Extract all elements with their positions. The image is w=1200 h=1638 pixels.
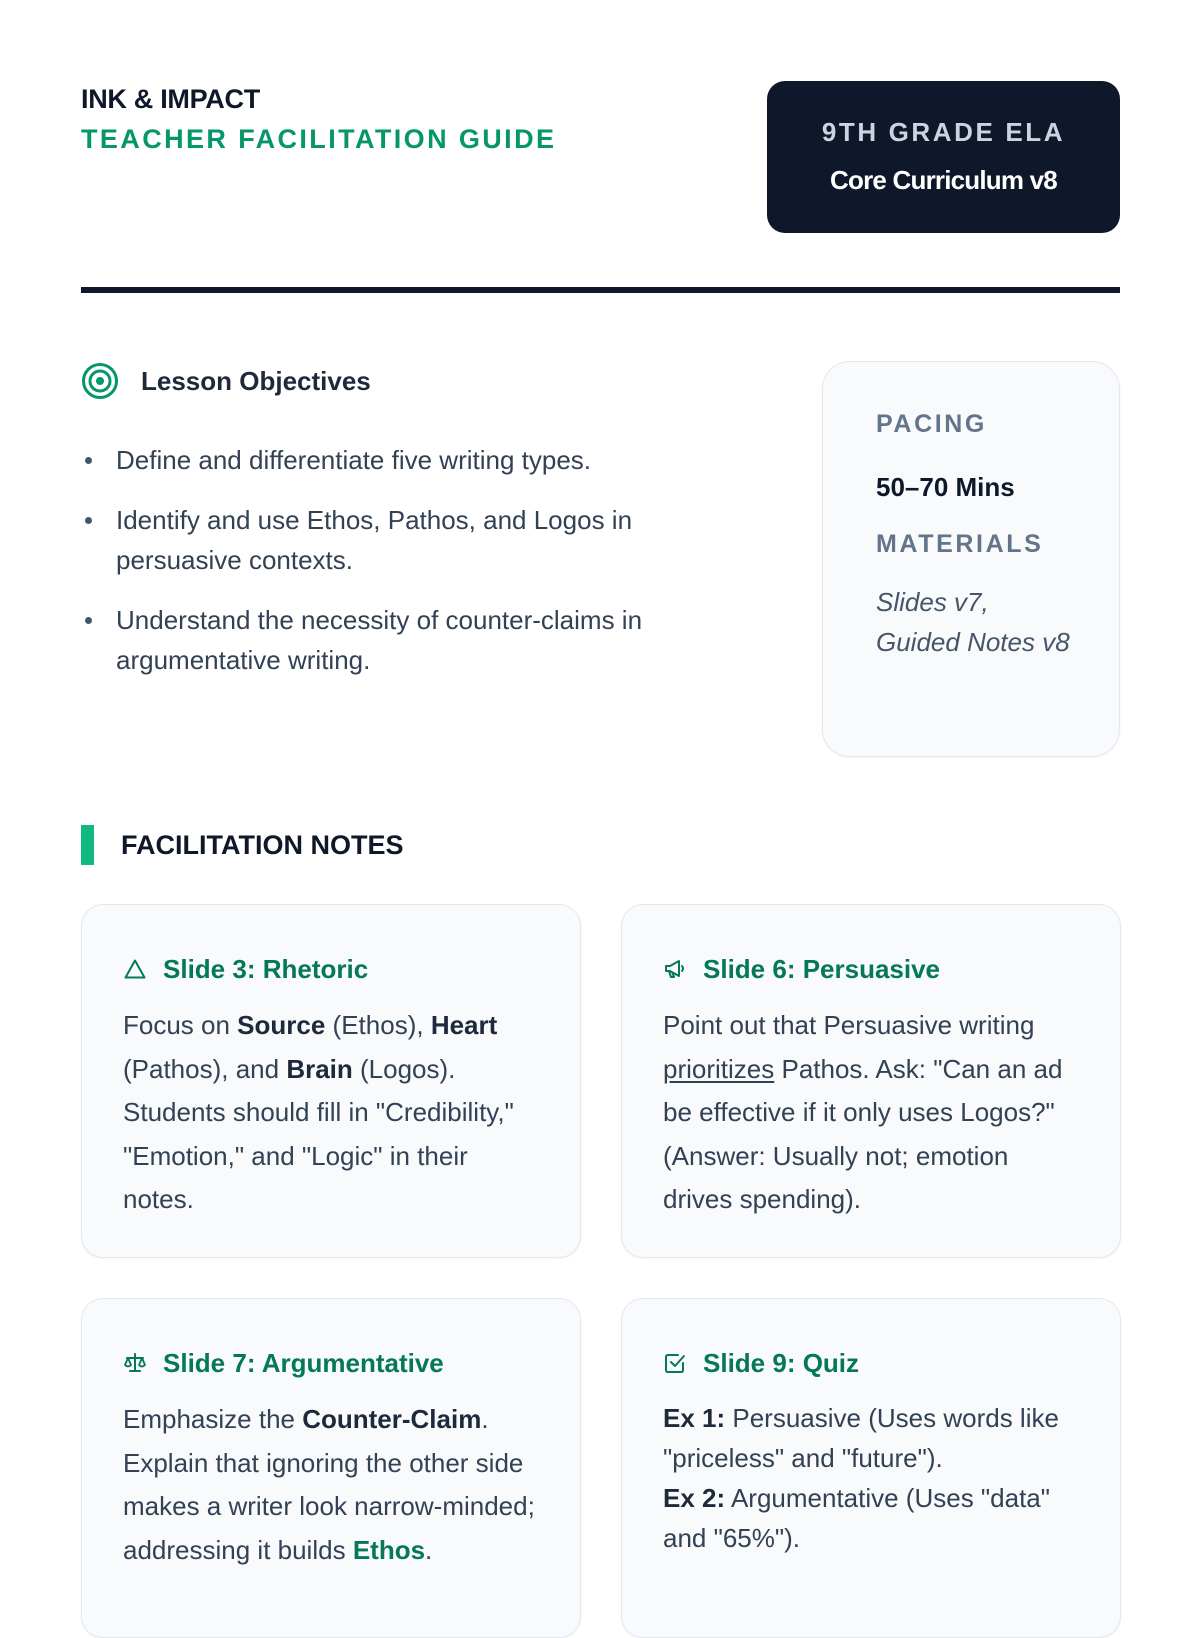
objective-item: Understand the necessity of counter-claims in argumentative writing. xyxy=(81,600,741,680)
note-card-quiz xyxy=(621,1298,1121,1638)
card-body xyxy=(663,1004,1083,1222)
objectives-heading xyxy=(81,362,741,400)
objectives-title: Lesson Objectives xyxy=(141,365,371,396)
note-emphasis: Counter-Claim xyxy=(302,1404,482,1434)
card-body xyxy=(123,1398,543,1572)
card-title: Slide 6: Persuasive xyxy=(703,953,941,984)
materials-value: Slides v7, Guided Notes v8 xyxy=(876,587,1070,657)
card-heading xyxy=(123,953,368,985)
grade-badge xyxy=(767,81,1120,233)
objective-item: Define and differentiate five writing types. xyxy=(81,440,741,480)
checkbox-icon xyxy=(663,1351,687,1375)
card-title: Slide 9: Quiz xyxy=(703,1347,860,1378)
answer-label: Ex 1: xyxy=(663,1403,726,1433)
section-accent-bar xyxy=(81,825,94,865)
facilitation-notes-heading xyxy=(81,825,404,865)
note-text: (Logos). Students should fill in "Credibility," "Emotion," and "Logic" in their notes. xyxy=(123,1053,514,1214)
pacing-card xyxy=(822,361,1120,757)
answer-label: Ex 2: xyxy=(663,1483,726,1513)
note-text: . xyxy=(425,1534,433,1565)
scale-icon xyxy=(123,1351,147,1375)
note-emphasis: Source xyxy=(237,1010,326,1040)
pacing-label: PACING xyxy=(876,410,987,438)
triangle-icon xyxy=(123,957,147,981)
lesson-objectives xyxy=(81,362,741,675)
note-text: . Explain that ignoring the other side makes a writer look narrow-minded; addressing it builds xyxy=(123,1404,535,1565)
quiz-answer-2 xyxy=(663,1478,1083,1558)
note-text: Emphasize the xyxy=(123,1404,303,1434)
note-text: Focus on xyxy=(123,1010,238,1040)
card-title: Slide 3: Rhetoric xyxy=(163,953,369,984)
note-card-persuasive xyxy=(621,904,1121,1258)
header-divider xyxy=(81,287,1120,293)
brand-name: INK & IMPACT xyxy=(81,84,260,114)
card-title: Slide 7: Argumentative xyxy=(163,1347,444,1378)
target-icon xyxy=(81,362,119,400)
note-emphasis: Ethos xyxy=(352,1534,426,1565)
answer-text: Persuasive (Uses words like "priceless" and "future"). xyxy=(663,1403,1059,1473)
megaphone-icon xyxy=(663,957,687,981)
card-body xyxy=(663,1398,1083,1558)
note-card-argumentative xyxy=(81,1298,581,1638)
note-emphasis: Heart xyxy=(430,1010,498,1040)
card-heading xyxy=(663,953,940,985)
note-underline: prioritizes xyxy=(663,1053,775,1084)
materials-label: MATERIALS xyxy=(876,530,1044,558)
note-text: Point out that Persuasive writing xyxy=(663,1010,1035,1040)
note-emphasis: Brain xyxy=(286,1053,353,1084)
page-header xyxy=(81,0,1120,294)
pacing-value: 50–70 Mins xyxy=(876,472,1015,502)
objectives-list xyxy=(81,440,741,700)
note-text: (Pathos), and xyxy=(123,1053,287,1084)
note-text: (Ethos), xyxy=(325,1010,431,1040)
objective-item: Identify and use Ethos, Pathos, and Logos in persuasive contexts. xyxy=(81,500,741,580)
note-card-rhetoric xyxy=(81,904,581,1258)
curriculum-version: Core Curriculum v8 xyxy=(830,165,1057,195)
guide-title: TEACHER FACILITATION GUIDE xyxy=(81,124,557,154)
facilitation-notes-title: FACILITATION NOTES xyxy=(121,829,404,860)
quiz-answer-1 xyxy=(663,1398,1083,1478)
guide-page xyxy=(81,0,1120,1565)
answer-text: Argumentative (Uses "data" and "65%"). xyxy=(663,1483,1050,1553)
grade-label: 9TH GRADE ELA xyxy=(821,117,1066,147)
card-heading xyxy=(663,1347,859,1379)
card-heading xyxy=(123,1347,444,1379)
card-body xyxy=(123,1004,543,1222)
note-text: Pathos. Ask: "Can an ad be effective if it only uses Logos?" (Answer: Usually not; emotion drives spending). xyxy=(663,1053,1063,1214)
